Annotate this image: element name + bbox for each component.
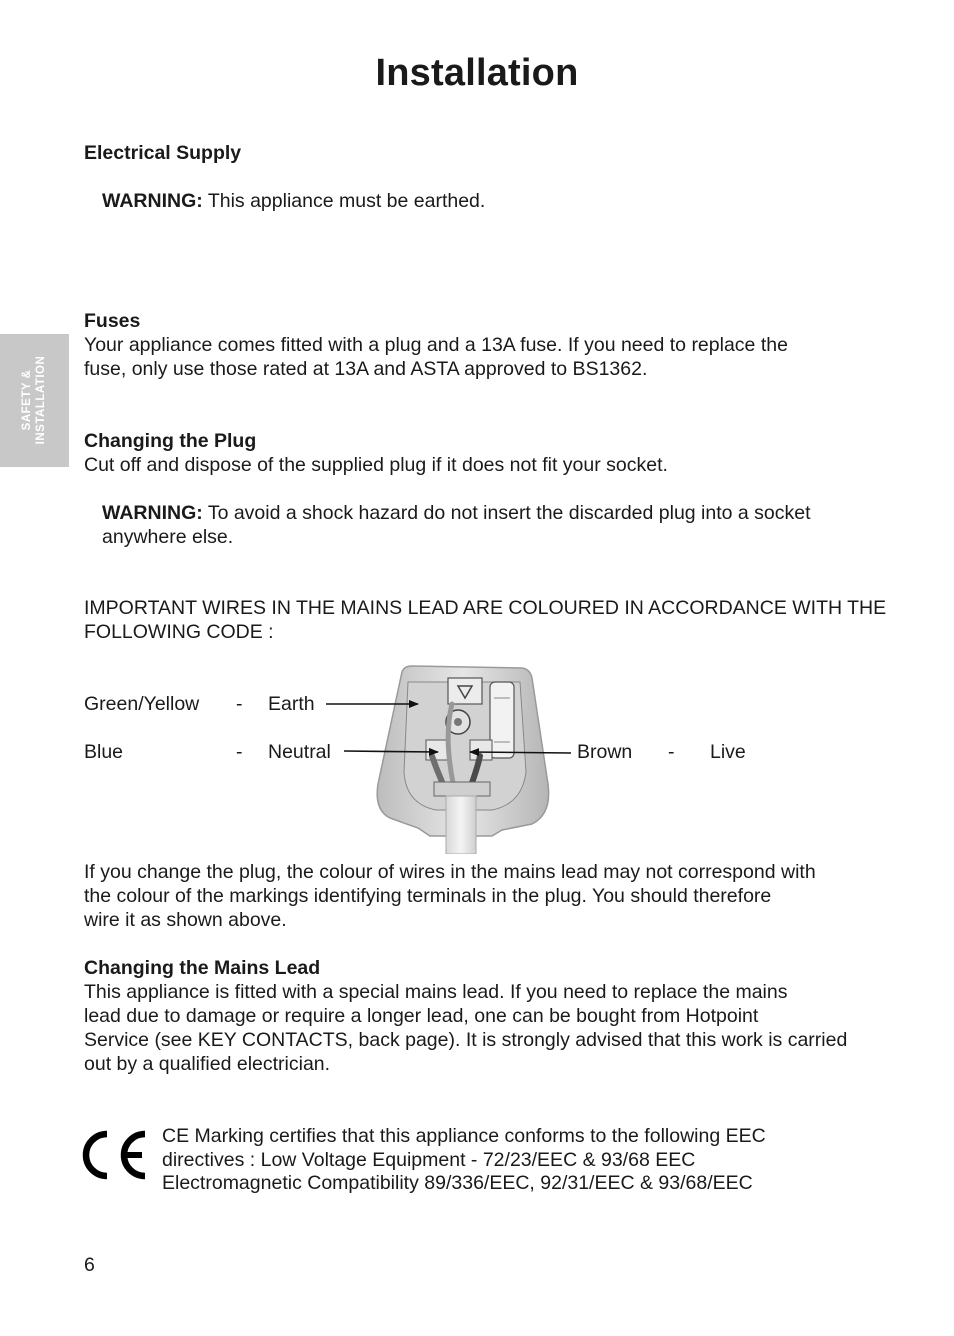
wire-dash: - (236, 741, 243, 763)
wires-intro-line2: FOLLOWING CODE : (84, 621, 274, 643)
warning-label: WARNING: (102, 502, 203, 524)
fuses-heading: Fuses (84, 310, 141, 332)
wire-dash: - (668, 741, 675, 763)
side-tab-line2: INSTALLATION (35, 355, 47, 445)
wires-intro-line1: IMPORTANT WIRES IN THE MAINS LEAD ARE COLOURED IN ACCORDANCE WITH THE (84, 597, 887, 619)
mains-lead-line1: This appliance is fitted with a special mains lead. If you need to replace the mains (84, 981, 788, 1003)
wire-terminal-live: Live (710, 741, 746, 763)
fuses-text-line1: Your appliance comes fitted with a plug and a 13A fuse. If you need to replace the (84, 334, 788, 356)
mains-lead-heading: Changing the Mains Lead (84, 957, 321, 979)
warning-text: To avoid a shock hazard do not insert the discarded plug into a socket (207, 502, 811, 524)
electrical-supply-heading: Electrical Supply (84, 142, 242, 164)
page-number: 6 (84, 1254, 95, 1276)
wire-terminal-earth: Earth (268, 693, 315, 715)
changing-plug-text: Cut off and dispose of the supplied plug if it does not fit your socket. (84, 454, 668, 476)
wire-colour-green-yellow: Green/Yellow (84, 693, 200, 715)
warning-label: WARNING: (102, 190, 203, 212)
changing-plug-warning-line2: anywhere else. (102, 526, 234, 548)
mains-lead-line4: out by a qualified electrician. (84, 1053, 331, 1075)
wire-terminal-neutral: Neutral (268, 741, 331, 763)
wire-colour-blue: Blue (84, 741, 124, 763)
side-tab-label (20, 356, 48, 445)
changing-plug-heading: Changing the Plug (84, 430, 257, 452)
changing-plug-warning (102, 501, 811, 525)
fuses-text-line2: fuse, only use those rated at 13A and ASTA approved to BS1362. (84, 358, 648, 380)
wire-colour-brown: Brown (577, 741, 633, 763)
plug-note-line1: If you change the plug, the colour of wires in the mains lead may not correspond with (84, 861, 816, 883)
plug-note-line3: wire it as shown above. (84, 909, 287, 931)
side-tab-line1: SAFETY & (21, 369, 33, 431)
mains-lead-line3: Service (see KEY CONTACTS, back page). It is strongly advised that this work is carried (84, 1029, 848, 1051)
plug-wiring-illustration (372, 664, 554, 854)
ce-text-line1: CE Marking certifies that this appliance conforms to the following EEC (162, 1125, 766, 1147)
mains-lead-line2: lead due to damage or require a longer lead, one can be bought from Hotpoint (84, 1005, 759, 1027)
page-title: Installation (375, 52, 579, 94)
warning-text: This appliance must be earthed. (207, 190, 486, 212)
ce-mark-logo (80, 1128, 150, 1182)
side-tab (0, 334, 69, 467)
ce-text-line2: directives : Low Voltage Equipment - 72/23/EEC & 93/68 EEC (162, 1149, 696, 1171)
ce-text-line3: Electromagnetic Compatibility 89/336/EEC, 92/31/EEC & 93/68/EEC (162, 1172, 753, 1194)
electrical-supply-warning (102, 189, 485, 213)
wire-dash: - (236, 693, 243, 715)
plug-note-line2: the colour of the markings identifying terminals in the plug. You should therefore (84, 885, 772, 907)
